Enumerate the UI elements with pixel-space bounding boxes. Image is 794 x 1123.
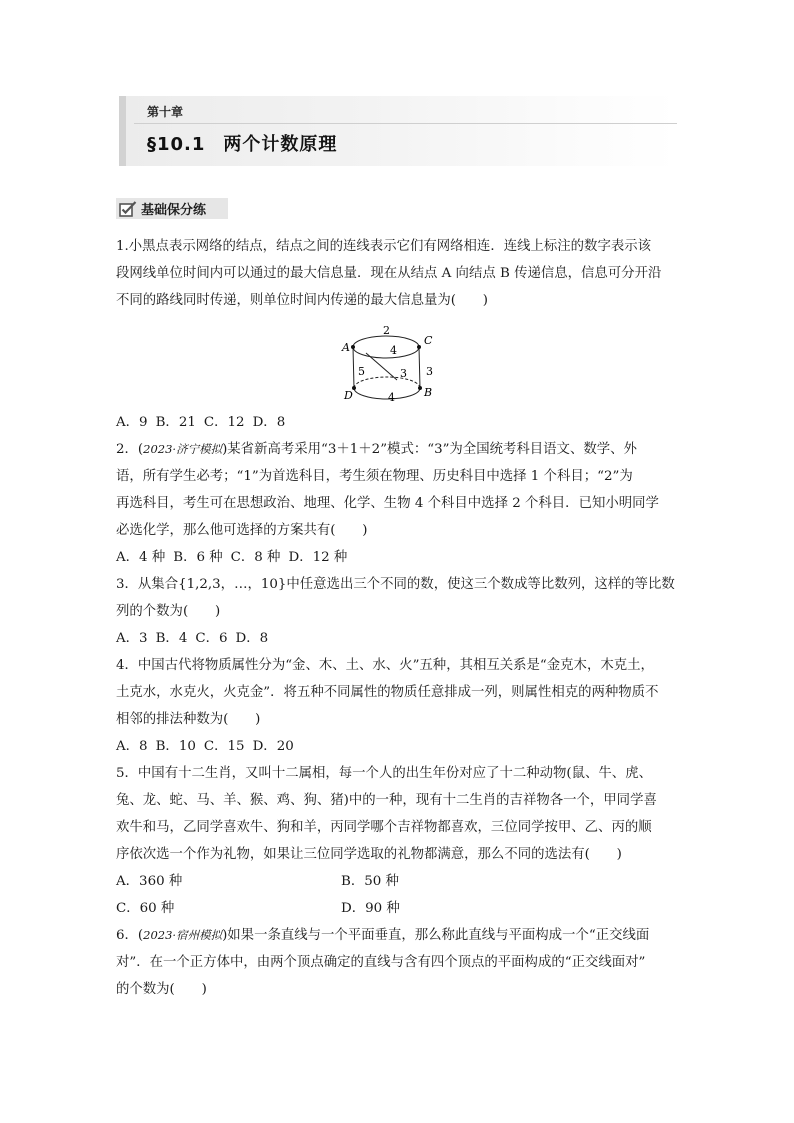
q6-line-1: 6．(2023·宿州模拟)如果一条直线与一个平面垂直，那么称此直线与平面构成一个“正交线面 <box>116 928 650 943</box>
question-list <box>116 233 696 1003</box>
q4-choice-d[interactable]: D．20 <box>252 739 294 754</box>
label-c: C <box>424 334 433 347</box>
q1-choice-b[interactable]: B．21 <box>155 415 196 430</box>
header-divider <box>134 123 677 124</box>
q5-line-1: 5．中国有十二生肖，又叫十二属相，每一个人的出生年份对应了十二种动物(鼠、牛、虎、 <box>116 766 652 781</box>
bottom-arc <box>354 388 420 399</box>
q1-line-1: 1.小黑点表示网络的结点，结点之间的连线表示它们有网络相连．连线上标注的数字表示该 <box>116 239 652 254</box>
bottom-arc-hidden <box>354 377 420 388</box>
practice-label: 基础保分练 <box>141 203 207 218</box>
q5-choice-b[interactable]: B．50 种 <box>341 874 399 889</box>
top-ellipse <box>353 336 419 358</box>
q2-source: 2023·济宁模拟 <box>143 442 223 456</box>
practice-tag <box>116 198 228 219</box>
q3-line-2: 列的个数为( ) <box>116 604 221 619</box>
q1-choice-c[interactable]: C．12 <box>203 415 245 430</box>
q6-line-3: 的个数为( ) <box>116 982 207 997</box>
section-number: §10.1 <box>147 134 206 155</box>
question-3 <box>116 571 696 652</box>
q2-choice-c[interactable]: C．8 种 <box>230 550 281 565</box>
question-1 <box>116 233 696 436</box>
node-a <box>351 345 355 349</box>
q2-choices <box>116 544 696 571</box>
q3-line-1: 3．从集合{1,2,3，…，10}中任意选出三个不同的数，使这三个数成等比数列，这样的等比数 <box>116 577 675 592</box>
q2-choice-a[interactable]: A．4 种 <box>116 550 166 565</box>
edge-label-inner-top: 4 <box>390 344 397 357</box>
edge-label-right: 3 <box>426 365 433 378</box>
q4-choice-c[interactable]: C．15 <box>203 739 245 754</box>
node-c <box>417 345 421 349</box>
q1-choice-d[interactable]: D．8 <box>252 415 286 430</box>
question-5 <box>116 760 696 922</box>
edge-label-left: 5 <box>358 365 365 378</box>
checkbox-pencil-icon <box>118 199 138 219</box>
q3-choices <box>116 625 696 652</box>
edge-middle <box>366 353 397 380</box>
q2-line-1: 2．(2023·济宁模拟)某省新高考采用“3＋1＋2”模式：“3”为全国统考科目语文、数学、外 <box>116 442 637 457</box>
q5-choice-a[interactable]: A．360 种 <box>116 874 183 889</box>
question-2 <box>116 436 696 571</box>
q3-choice-d[interactable]: D．8 <box>235 631 269 646</box>
q6-line-2: 对”．在一个正方体中，由两个顶点确定的直线与含有四个顶点的平面构成的“正交线面对” <box>116 955 646 970</box>
q5-choices <box>116 868 696 922</box>
q2-line-2: 语，所有学生必考；“1”为首选科目，考生须在物理、历史科目中选择 1 个科目；“2”为 <box>116 469 633 484</box>
chapter-label: 第十章 <box>147 105 184 119</box>
q4-choice-b[interactable]: B．10 <box>155 739 196 754</box>
label-b: B <box>424 386 433 399</box>
edge-label-middle: 3 <box>400 367 407 380</box>
label-a: A <box>342 341 350 354</box>
section-title <box>147 130 337 156</box>
q5-choice-c[interactable]: C．60 种 <box>116 901 175 916</box>
q5-line-4: 序依次选一个作为礼物，如果让三位同学选取的礼物都满意，那么不同的选法有( ) <box>116 847 622 862</box>
q4-line-3: 相邻的排法种数为( ) <box>116 712 261 727</box>
q4-choice-a[interactable]: A．8 <box>116 739 148 754</box>
q2-choice-b[interactable]: B．6 种 <box>173 550 223 565</box>
q4-line-2: 土克水，水克火，火克金”．将五种不同属性的物质任意排成一列，则属性相克的两种物质不 <box>116 685 659 700</box>
q1-line-3: 不同的路线同时传递，则单位时间内传递的最大信息量为( ) <box>116 293 488 308</box>
q3-choice-b[interactable]: B．4 <box>155 631 188 646</box>
edge-right <box>419 347 420 388</box>
section-name: 两个计数原理 <box>223 134 338 155</box>
label-d: D <box>344 389 353 402</box>
edge-left <box>353 347 354 388</box>
network-diagram <box>342 322 466 404</box>
q1-line-2: 段网线单位时间内可以通过的最大信息量．现在从结点 A 向结点 B 传递信息，信息可分开沿 <box>116 266 662 281</box>
q1-choices <box>116 409 696 436</box>
q3-choice-c[interactable]: C．6 <box>195 631 228 646</box>
q4-line-1: 4．中国古代将物质属性分为“金、木、土、水、火”五种，其相互关系是“金克木，木克土， <box>116 658 654 673</box>
q2-choice-d[interactable]: D．12 种 <box>288 550 348 565</box>
q3-choice-a[interactable]: A．3 <box>116 631 148 646</box>
q5-choice-d[interactable]: D．90 种 <box>341 901 400 916</box>
network-figure <box>116 322 696 407</box>
q5-line-2: 兔、龙、蛇、马、羊、猴、鸡、狗、猪)中的一种，现有十二生肖的吉祥物各一个，甲同学喜 <box>116 793 657 808</box>
q4-choices <box>116 733 696 760</box>
q1-choice-a[interactable]: A．9 <box>116 415 148 430</box>
node-b <box>418 386 422 390</box>
q5-line-3: 欢牛和马，乙同学喜欢牛、狗和羊，丙同学哪个吉祥物都喜欢，三位同学按甲、乙、丙的顺 <box>116 820 652 835</box>
q2-line-3: 再选科目，考生可在思想政治、地理、化学、生物 4 个科目中选择 2 个科目．已知小明同学 <box>116 496 659 511</box>
question-6 <box>116 922 696 1003</box>
edge-label-top: 2 <box>383 324 390 337</box>
edge-label-bottom: 4 <box>388 391 395 404</box>
header-accent-bar <box>119 96 126 166</box>
q2-line-4: 必选化学，那么他可选择的方案共有( ) <box>116 523 368 538</box>
question-4 <box>116 652 696 760</box>
q6-source: 2023·宿州模拟 <box>143 928 223 942</box>
